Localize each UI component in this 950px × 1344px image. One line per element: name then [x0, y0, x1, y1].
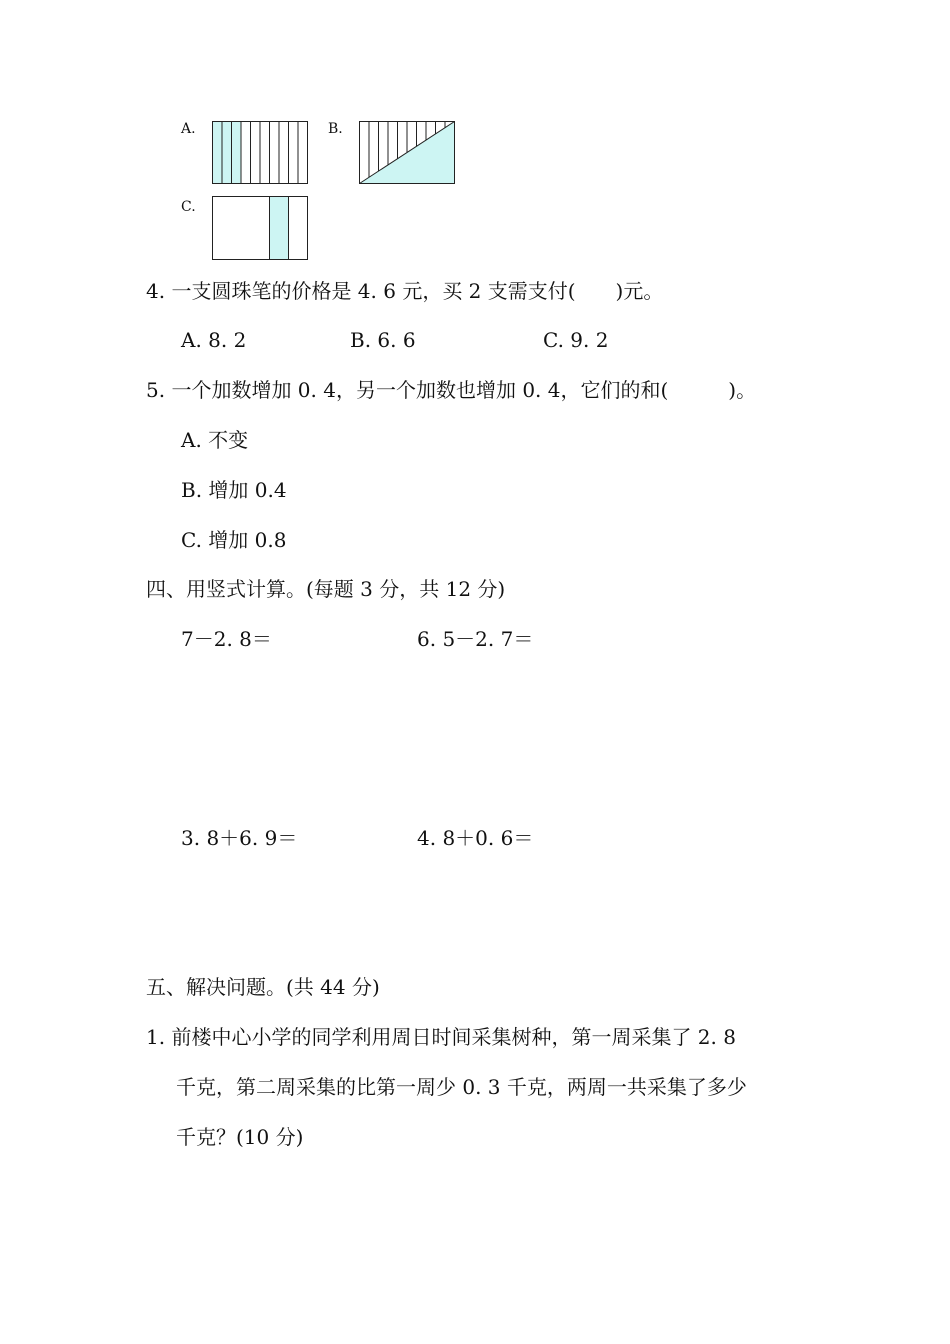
q4-option-c: C. 9. 2	[543, 328, 609, 352]
figure-c-outline	[213, 197, 308, 260]
figure-a-strips	[212, 121, 308, 184]
calc-problem-4: 4. 8＋0. 6＝	[417, 826, 534, 850]
q5-option-b: B. 增加 0.4	[181, 478, 287, 502]
problem-1-line-1: 1. 前楼中心小学的同学利用周日时间采集树种，第一周采集了 2. 8	[146, 1025, 736, 1049]
q5-option-c: C. 增加 0.8	[181, 528, 287, 552]
figure-b-triangle	[359, 121, 455, 184]
calc-problem-3: 3. 8＋6. 9＝	[181, 826, 298, 850]
question-5-stem: 5. 一个加数增加 0. 4，另一个加数也增加 0. 4，它们的和( )。	[146, 378, 757, 402]
figure-a-label: A.	[181, 121, 196, 137]
figure-c-label: C.	[181, 199, 196, 215]
calc-problem-1: 7－2. 8＝	[181, 627, 272, 651]
figure-c-shaded-part	[270, 197, 289, 260]
question-4-stem: 4. 一支圆珠笔的价格是 4. 6 元，买 2 支需支付( )元。	[146, 279, 664, 303]
section-4-title: 四、用竖式计算。(每题 3 分，共 12 分)	[146, 577, 506, 601]
figure-a-shaded-strip	[222, 122, 232, 184]
figure-a-shaded-strip	[232, 122, 242, 184]
figure-a-shaded-strip	[213, 122, 223, 184]
q5-option-a: A. 不变	[181, 428, 249, 452]
calc-problem-2: 6. 5－2. 7＝	[417, 627, 534, 651]
q4-option-a: A. 8. 2	[181, 328, 247, 352]
figure-c-parts	[212, 196, 308, 260]
problem-1-line-3: 千克？(10 分)	[176, 1125, 304, 1149]
figure-b-label: B.	[328, 121, 343, 137]
q4-option-b: B. 6. 6	[350, 328, 416, 352]
problem-1-line-2: 千克，第二周采集的比第一周少 0. 3 千克，两周一共采集了多少	[176, 1075, 747, 1099]
section-5-title: 五、解决问题。(共 44 分)	[146, 975, 380, 999]
